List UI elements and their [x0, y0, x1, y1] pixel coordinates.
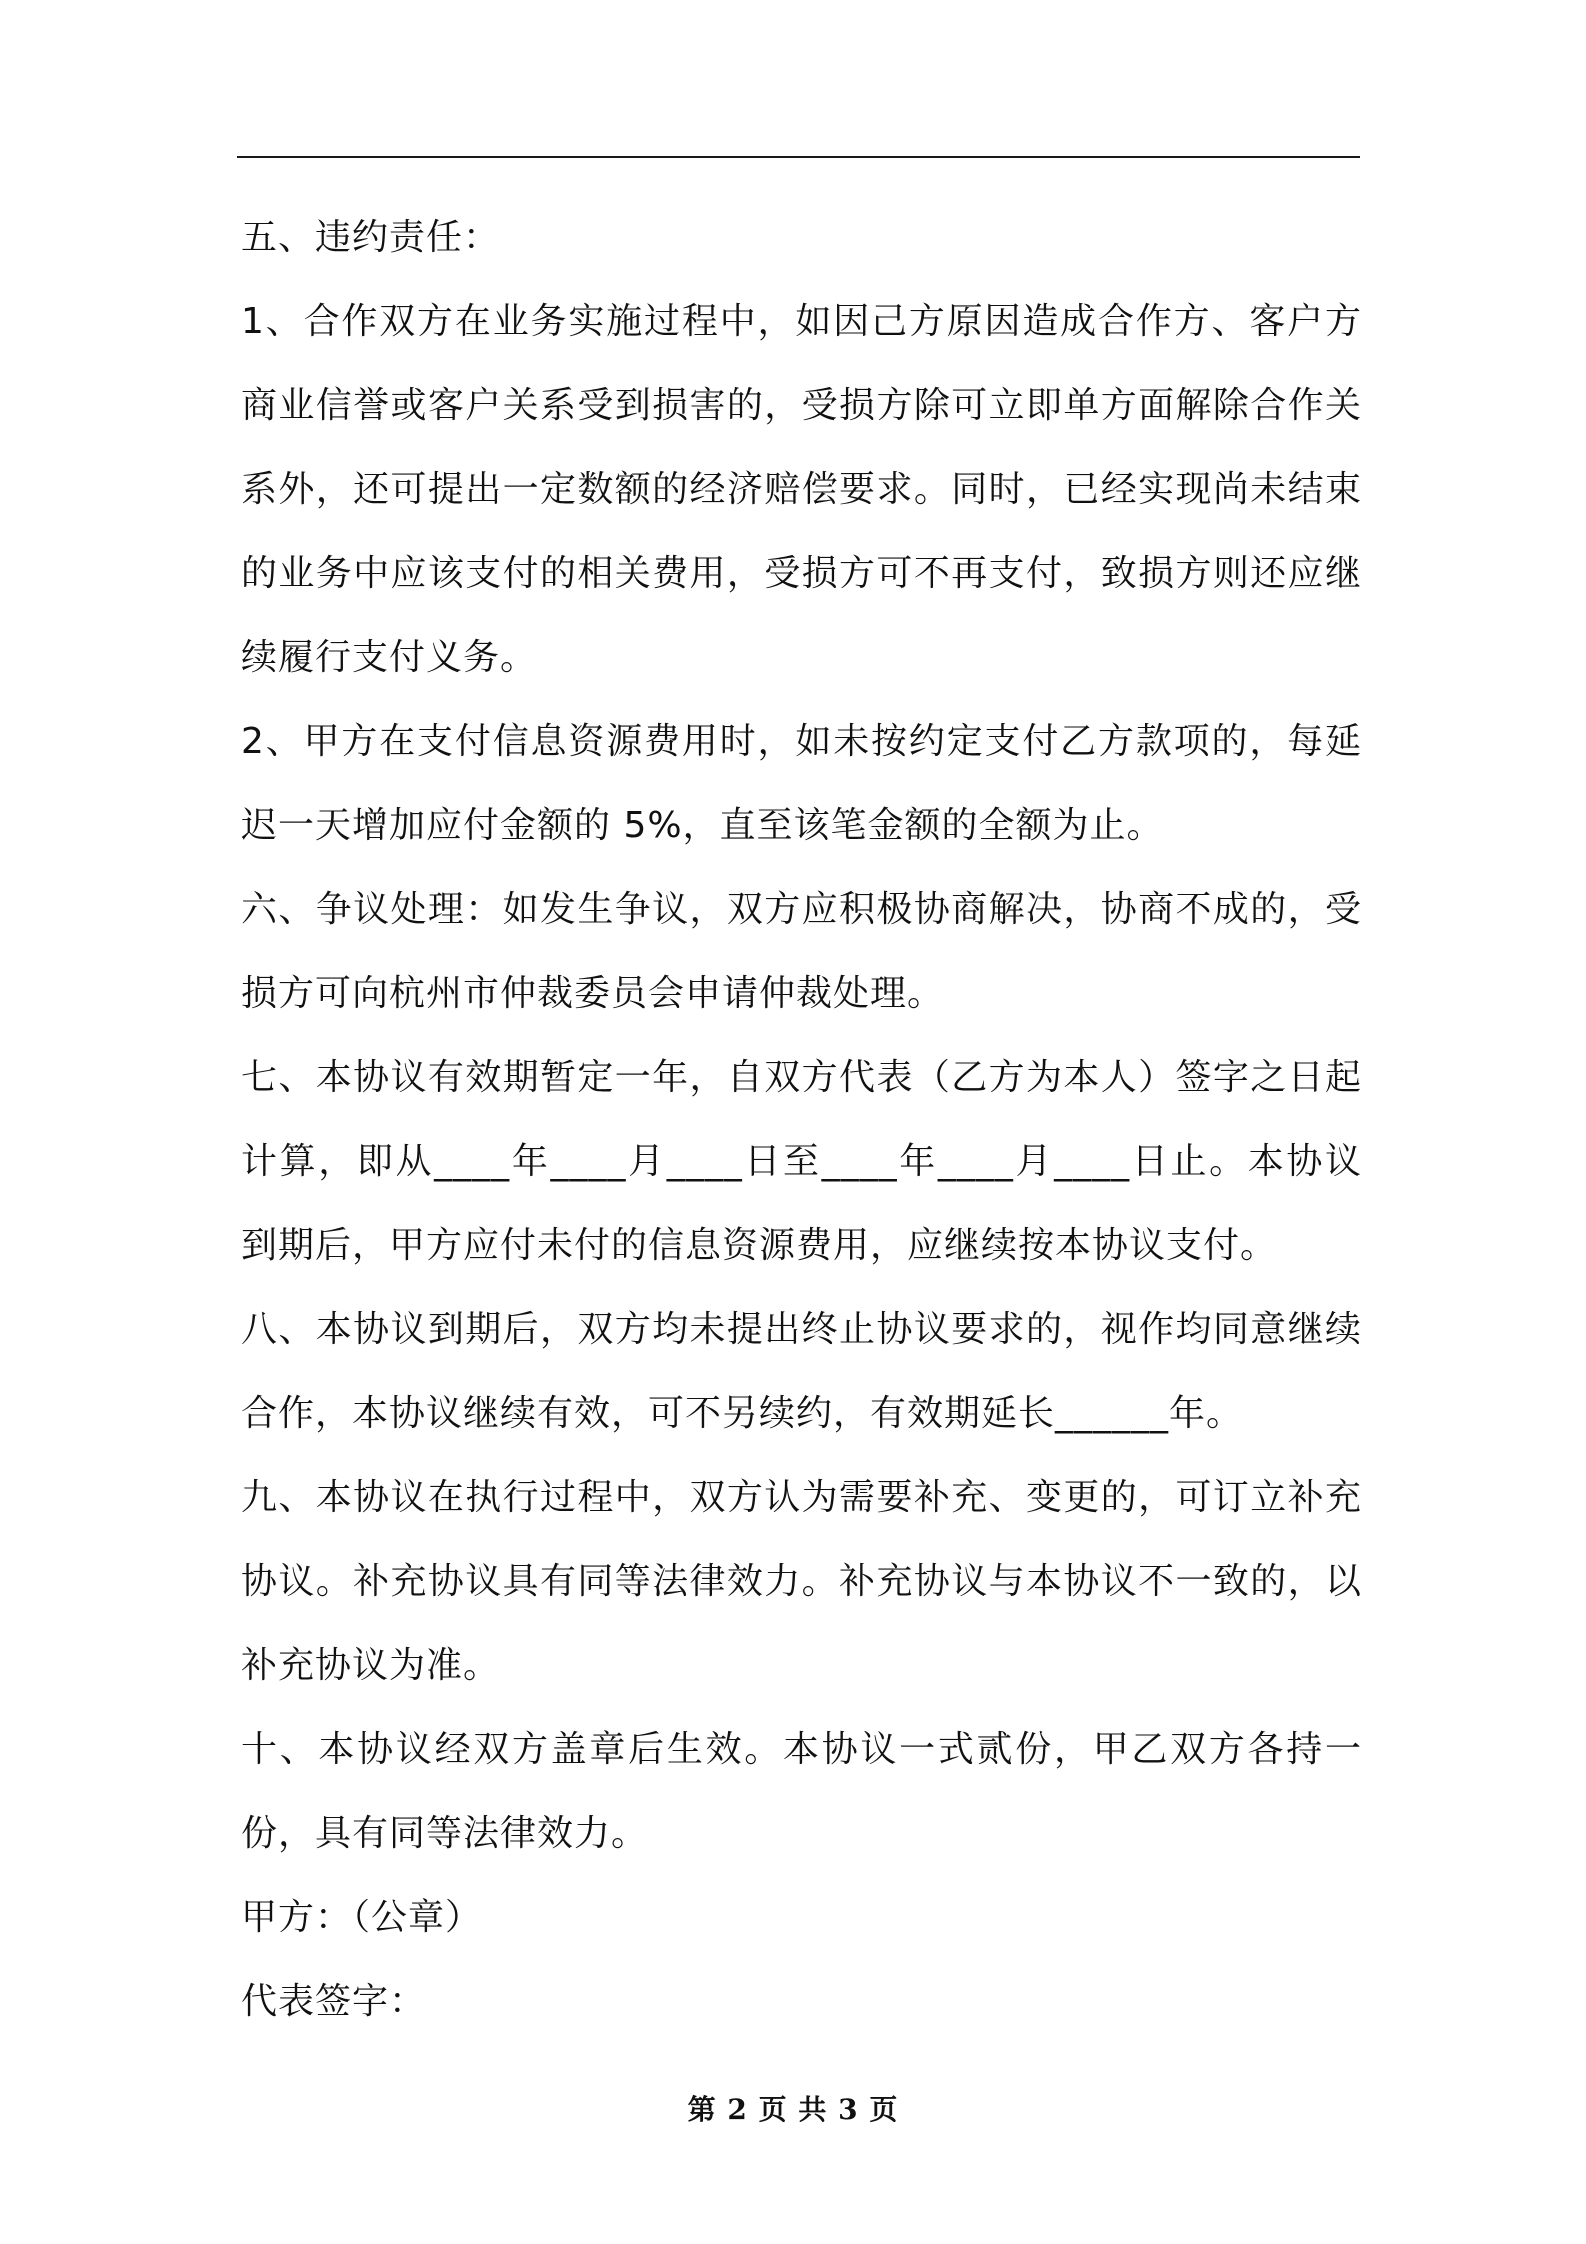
- page-number: 第 2 页 共 3 页: [687, 2093, 899, 2126]
- clause-effectiveness: 十、本协议经双方盖章后生效。本协议一式贰份，甲乙双方各持一份，具有同等法律效力。: [241, 1729, 1362, 1854]
- clause-renewal: 八、本协议到期后，双方均未提出终止协议要求的，视作均同意继续合作，本协议继续有效，可不另续约，有效期延长______年。: [241, 1309, 1362, 1434]
- clause-breach-2: 2、甲方在支付信息资源费用时，如未按约定支付乙方款项的，每延迟一天增加应付金额的 5%，直至该笔金额的全额为止。: [241, 721, 1362, 846]
- clause-validity-period: 七、本协议有效期暂定一年，自双方代表（乙方为本人）签字之日起计算，即从____年____月____日至____年____月____日止。本协议到期后，甲方应付未付的信息资源费用，应继续按本协议支付。: [241, 1057, 1362, 1266]
- representative-signature: 代表签字：: [241, 1981, 427, 2022]
- party-a-seal: 甲方：（公章）: [241, 1897, 483, 1938]
- document-body: [241, 196, 1362, 2044]
- clause-breach-1: 1、合作双方在业务实施过程中，如因己方原因造成合作方、客户方商业信誉或客户关系受到损害的，受损方除可立即单方面解除合作关系外，还可提出一定数额的经济赔偿要求。同时，已经实现尚未结束的业务中应该支付的相关费用，受损方可不再支付，致损方则还应继续履行支付义务。: [241, 301, 1362, 678]
- clause-dispute: 六、争议处理：如发生争议，双方应积极协商解决，协商不成的，受损方可向杭州市仲裁委员会申请仲裁处理。: [241, 889, 1362, 1014]
- clause-supplement: 九、本协议在执行过程中，双方认为需要补充、变更的，可订立补充协议。补充协议具有同等法律效力。补充协议与本协议不一致的，以补充协议为准。: [241, 1477, 1362, 1686]
- header-rule: [237, 156, 1360, 158]
- section-heading-breach: 五、违约责任：: [241, 217, 501, 258]
